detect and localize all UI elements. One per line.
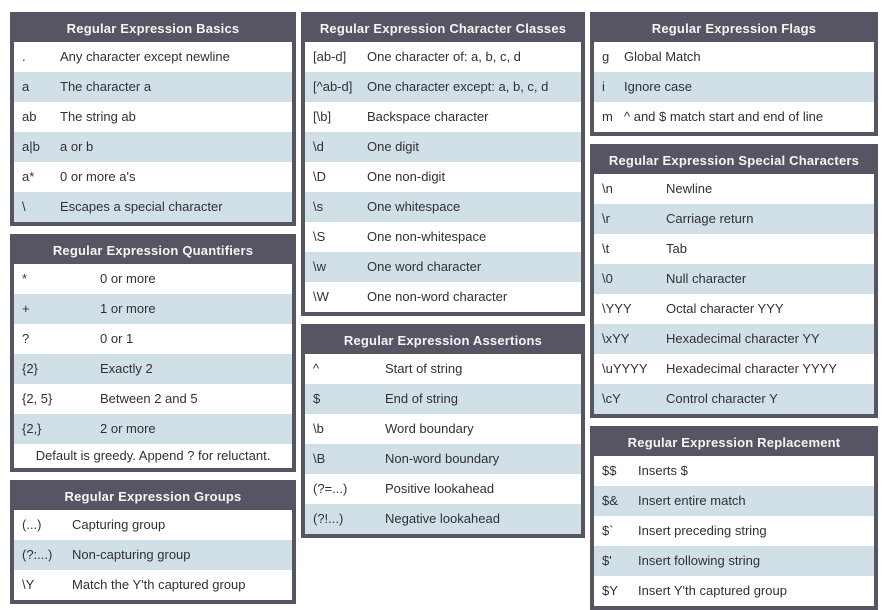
table-special <box>590 144 878 418</box>
pattern-cell: a* <box>22 169 35 184</box>
description-cell: One whitespace <box>367 199 461 214</box>
table-row-flags-3 <box>594 102 874 132</box>
description-cell: ^ and $ match start and end of line <box>624 109 824 124</box>
table-row-replacement-4 <box>594 546 874 576</box>
table-title-classes: Regular Expression Character Classes <box>305 16 581 42</box>
description-cell: Positive lookahead <box>385 481 495 496</box>
table-title-special: Regular Expression Special Characters <box>594 148 874 174</box>
pattern-cell: $` <box>602 523 614 538</box>
table-title-groups: Regular Expression Groups <box>14 484 292 510</box>
pattern-cell: $$ <box>602 463 617 478</box>
pattern-cell: {2,} <box>22 421 42 436</box>
description-cell: Insert preceding string <box>638 523 767 538</box>
table-row-groups-1 <box>14 510 292 540</box>
table-row-special-3 <box>594 234 874 264</box>
table-row-assertions-3 <box>305 414 581 444</box>
pattern-cell: $' <box>602 553 612 568</box>
description-cell: One non-whitespace <box>367 229 487 244</box>
description-cell: The character a <box>60 79 152 94</box>
pattern-cell: + <box>22 301 30 316</box>
table-row-basics-4 <box>14 132 292 162</box>
pattern-cell: ? <box>22 331 30 346</box>
table-row-special-7 <box>594 354 874 384</box>
description-cell: One character of: a, b, c, d <box>367 49 521 64</box>
description-cell: Start of string <box>385 361 463 376</box>
table-row-quantifiers-2 <box>14 294 292 324</box>
description-cell: One character except: a, b, c, d <box>367 79 549 94</box>
pattern-cell: \S <box>313 229 326 244</box>
pattern-cell: \ <box>22 199 26 214</box>
pattern-cell: (...) <box>22 517 42 532</box>
pattern-cell: $Y <box>602 583 618 598</box>
table-row-flags-2 <box>594 72 874 102</box>
pattern-cell: \s <box>313 199 324 214</box>
table-title-flags: Regular Expression Flags <box>594 16 874 42</box>
description-cell: Tab <box>666 241 687 256</box>
column-2 <box>301 12 585 538</box>
pattern-cell: (?!...) <box>313 511 344 526</box>
description-cell: 0 or more <box>100 271 156 286</box>
pattern-cell: \xYY <box>602 331 630 346</box>
table-quantifiers <box>10 234 296 472</box>
table-title-basics: Regular Expression Basics <box>14 16 292 42</box>
table-row-special-1 <box>594 174 874 204</box>
description-cell: Negative lookahead <box>385 511 500 526</box>
table-row-quantifiers-6 <box>14 414 292 444</box>
table-row-classes-4 <box>305 132 581 162</box>
column-1 <box>10 12 296 604</box>
description-cell: One non-word character <box>367 289 508 304</box>
pattern-cell: m <box>602 109 613 124</box>
table-footer-quantifiers: Default is greedy. Append ? for reluctant. <box>14 444 292 468</box>
description-cell: Carriage return <box>666 211 754 226</box>
description-cell: Match the Y'th captured group <box>72 577 246 592</box>
pattern-cell: \d <box>313 139 324 154</box>
table-row-assertions-1 <box>305 354 581 384</box>
table-classes <box>301 12 585 316</box>
table-row-replacement-1 <box>594 456 874 486</box>
pattern-cell: g <box>602 49 610 64</box>
pattern-cell: a|b <box>22 139 40 154</box>
table-row-quantifiers-4 <box>14 354 292 384</box>
description-cell: One non-digit <box>367 169 446 184</box>
pattern-cell: [^ab-d] <box>313 79 353 94</box>
table-replacement <box>590 426 878 610</box>
table-row-flags-1 <box>594 42 874 72</box>
description-cell: 0 or 1 <box>100 331 134 346</box>
table-title-assertions: Regular Expression Assertions <box>305 328 581 354</box>
description-cell: Capturing group <box>72 517 166 532</box>
table-row-assertions-4 <box>305 444 581 474</box>
description-cell: Octal character YYY <box>666 301 784 316</box>
table-row-classes-8 <box>305 252 581 282</box>
table-row-special-4 <box>594 264 874 294</box>
table-groups <box>10 480 296 604</box>
table-basics <box>10 12 296 226</box>
pattern-cell: \Y <box>22 577 35 592</box>
table-row-replacement-3 <box>594 516 874 546</box>
table-row-replacement-2 <box>594 486 874 516</box>
description-cell: Word boundary <box>385 421 474 436</box>
pattern-cell: ab <box>22 109 37 124</box>
pattern-cell: \B <box>313 451 326 466</box>
description-cell: 0 or more a's <box>60 169 136 184</box>
description-cell: End of string <box>385 391 458 406</box>
description-cell: Hexadecimal character YY <box>666 331 820 346</box>
pattern-cell: $ <box>313 391 321 406</box>
pattern-cell: \W <box>313 289 329 304</box>
table-row-classes-3 <box>305 102 581 132</box>
description-cell: Hexadecimal character YYYY <box>666 361 838 376</box>
pattern-cell: i <box>602 79 605 94</box>
table-row-basics-3 <box>14 102 292 132</box>
pattern-cell: \b <box>313 421 324 436</box>
pattern-cell: (?=...) <box>313 481 348 496</box>
table-flags <box>590 12 878 136</box>
description-cell: Between 2 and 5 <box>100 391 198 406</box>
pattern-cell: (?:...) <box>22 547 53 562</box>
description-cell: Control character Y <box>666 391 778 406</box>
description-cell: Newline <box>666 181 713 196</box>
table-row-classes-9 <box>305 282 581 312</box>
description-cell: One word character <box>367 259 482 274</box>
pattern-cell: \w <box>313 259 326 274</box>
description-cell: Inserts $ <box>638 463 688 478</box>
pattern-cell: \YYY <box>602 301 632 316</box>
table-row-assertions-5 <box>305 474 581 504</box>
description-cell: 2 or more <box>100 421 156 436</box>
pattern-cell: . <box>22 49 26 64</box>
table-title-replacement: Regular Expression Replacement <box>594 430 874 456</box>
description-cell: 1 or more <box>100 301 156 316</box>
description-cell: Global Match <box>624 49 701 64</box>
table-row-classes-7 <box>305 222 581 252</box>
description-cell: Null character <box>666 271 747 286</box>
table-assertions <box>301 324 585 538</box>
table-row-classes-2 <box>305 72 581 102</box>
description-cell: The string ab <box>60 109 136 124</box>
table-row-assertions-2 <box>305 384 581 414</box>
description-cell: Exactly 2 <box>100 361 153 376</box>
column-3 <box>590 12 878 610</box>
table-row-groups-3 <box>14 570 292 600</box>
table-row-quantifiers-5 <box>14 384 292 414</box>
table-row-classes-1 <box>305 42 581 72</box>
table-row-quantifiers-3 <box>14 324 292 354</box>
description-cell: One digit <box>367 139 420 154</box>
table-title-quantifiers: Regular Expression Quantifiers <box>14 238 292 264</box>
description-cell: Any character except newline <box>60 49 230 64</box>
pattern-cell: \t <box>602 241 610 256</box>
table-row-quantifiers-1 <box>14 264 292 294</box>
pattern-cell: {2} <box>22 361 38 376</box>
description-cell: Non-capturing group <box>72 547 191 562</box>
description-cell: Non-word boundary <box>385 451 500 466</box>
pattern-cell: \cY <box>602 391 621 406</box>
pattern-cell: a <box>22 79 30 94</box>
description-cell: Insert entire match <box>638 493 746 508</box>
pattern-cell: [ab-d] <box>313 49 347 64</box>
pattern-cell: \D <box>313 169 326 184</box>
pattern-cell: ^ <box>313 361 320 376</box>
table-row-assertions-6 <box>305 504 581 534</box>
description-cell: Backspace character <box>367 109 489 124</box>
description-cell: a or b <box>60 139 94 154</box>
description-cell: Escapes a special character <box>60 199 223 214</box>
table-row-basics-2 <box>14 72 292 102</box>
pattern-cell: \n <box>602 181 613 196</box>
description-cell: Insert following string <box>638 553 761 568</box>
table-row-special-2 <box>594 204 874 234</box>
pattern-cell: $& <box>602 493 618 508</box>
description-cell: Ignore case <box>624 79 692 94</box>
table-row-basics-1 <box>14 42 292 72</box>
pattern-cell: \r <box>602 211 610 226</box>
table-row-replacement-5 <box>594 576 874 606</box>
pattern-cell: \0 <box>602 271 613 286</box>
pattern-cell: {2, 5} <box>22 391 53 406</box>
table-row-groups-2 <box>14 540 292 570</box>
description-cell: Insert Y'th captured group <box>638 583 787 598</box>
pattern-cell: \uYYYY <box>602 361 648 376</box>
table-row-special-5 <box>594 294 874 324</box>
pattern-cell: [\b] <box>313 109 332 124</box>
table-row-basics-5 <box>14 162 292 192</box>
table-row-classes-6 <box>305 192 581 222</box>
table-row-classes-5 <box>305 162 581 192</box>
table-row-basics-6 <box>14 192 292 222</box>
pattern-cell: * <box>22 271 28 286</box>
table-row-special-8 <box>594 384 874 414</box>
table-row-special-6 <box>594 324 874 354</box>
